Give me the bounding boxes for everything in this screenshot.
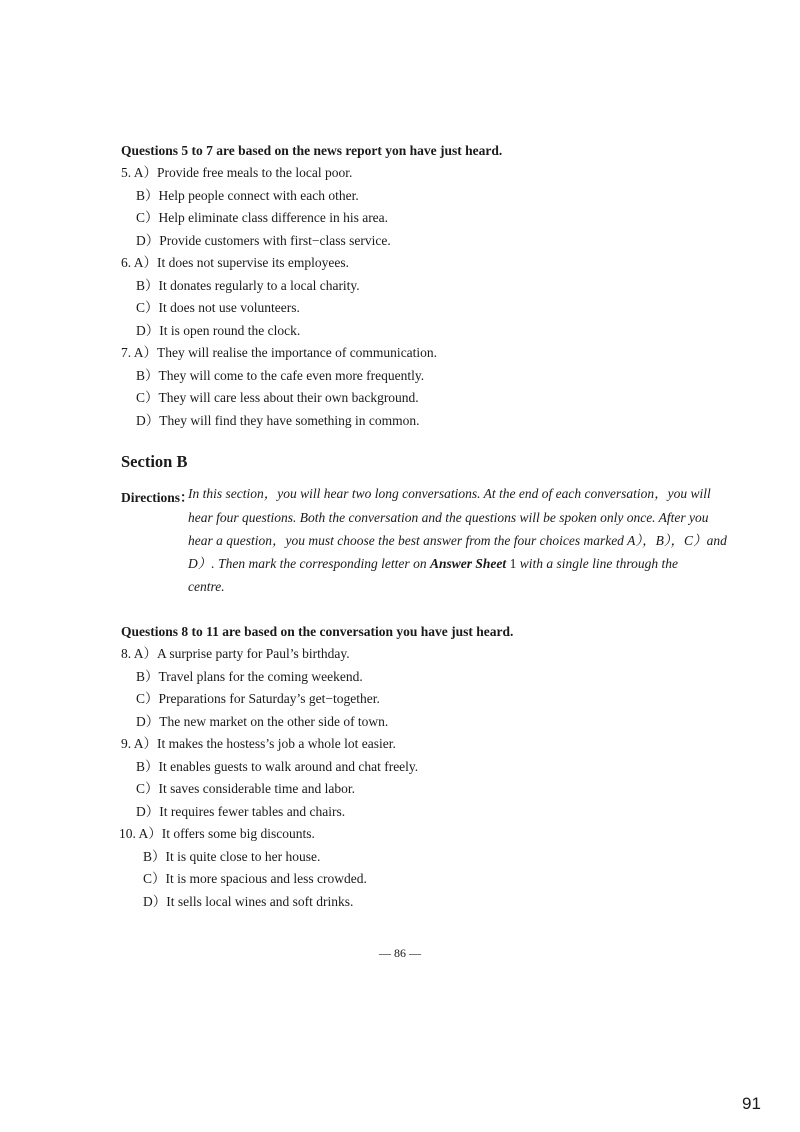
question-6-option-b: B）It donates regularly to a local charity. — [136, 278, 360, 293]
group-heading: Questions 8 to 11 are based on the conversation you have just heard. — [121, 624, 514, 639]
question-10-option-d: D）It sells local wines and soft drinks. — [143, 894, 354, 909]
directions-line-1: In this section，you will hear two long conversations. At the end of each conversation，you will — [188, 486, 711, 501]
group-heading: Questions 5 to 7 are based on the news report yon have just heard. — [121, 143, 503, 158]
question-7-option-c: C）They will care less about their own background. — [136, 390, 419, 405]
page-number: 91 — [742, 1094, 761, 1113]
question-9-option-a: 9. A）It makes the hostess’s job a whole lot easier. — [121, 736, 396, 751]
question-8-option-c: C）Preparations for Saturday’s get−together. — [136, 691, 380, 706]
page-label: — 86 — — [379, 946, 421, 960]
question-8-option-d: D）The new market on the other side of town. — [136, 714, 389, 729]
question-7-option-b: B）They will come to the cafe even more frequently. — [136, 368, 425, 383]
directions-line-5: centre. — [188, 579, 225, 594]
section-title: Section B — [121, 452, 188, 471]
question-10-option-c: C）It is more spacious and less crowded. — [143, 871, 367, 886]
question-5-option-d: D）Provide customers with first−class service. — [136, 233, 391, 248]
question-10-option-b: B）It is quite close to her house. — [143, 849, 321, 864]
directions-line-2: hear four questions. Both the conversation and the questions will be spoken only once. After you — [188, 510, 709, 525]
question-number: 9. — [121, 736, 132, 751]
question-10-option-a: 10. A）It offers some big discounts. — [119, 826, 315, 841]
question-6-option-c: C）It does not use volunteers. — [136, 300, 300, 315]
question-number: 6. — [121, 255, 132, 270]
question-7-option-a: 7. A）They will realise the importance of communication. — [121, 345, 438, 360]
answer-sheet-label: Answer Sheet — [429, 556, 507, 571]
question-5-option-a: 5. A）Provide free meals to the local poor. — [121, 165, 353, 180]
question-8-option-a: 8. A）A surprise party for Paul’s birthday. — [121, 646, 350, 661]
question-7-option-d: D）They will find they have something in common. — [136, 413, 420, 428]
question-number: 5. — [121, 165, 132, 180]
directions-label: Directions： — [121, 490, 194, 505]
question-5-option-b: B）Help people connect with each other. — [136, 188, 359, 203]
question-8-option-b: B）Travel plans for the coming weekend. — [136, 669, 363, 684]
directions-line-4: D）. Then mark the corresponding letter on Answer Sheet 1 with a single line through the — [188, 556, 678, 571]
directions-line-3: hear a question，you must choose the best answer from the four choices marked A），B），C）and — [188, 533, 727, 548]
question-6-option-d: D）It is open round the clock. — [136, 323, 301, 338]
question-9-option-c: C）It saves considerable time and labor. — [136, 781, 355, 796]
question-9-option-b: B）It enables guests to walk around and chat freely. — [136, 759, 419, 774]
question-number: 8. — [121, 646, 132, 661]
question-6-option-a: 6. A）It does not supervise its employees. — [121, 255, 349, 270]
question-number: 7. — [121, 345, 132, 360]
question-9-option-d: D）It requires fewer tables and chairs. — [136, 804, 346, 819]
question-number: 10. — [119, 826, 136, 841]
question-5-option-c: C）Help eliminate class difference in his area. — [136, 210, 389, 225]
